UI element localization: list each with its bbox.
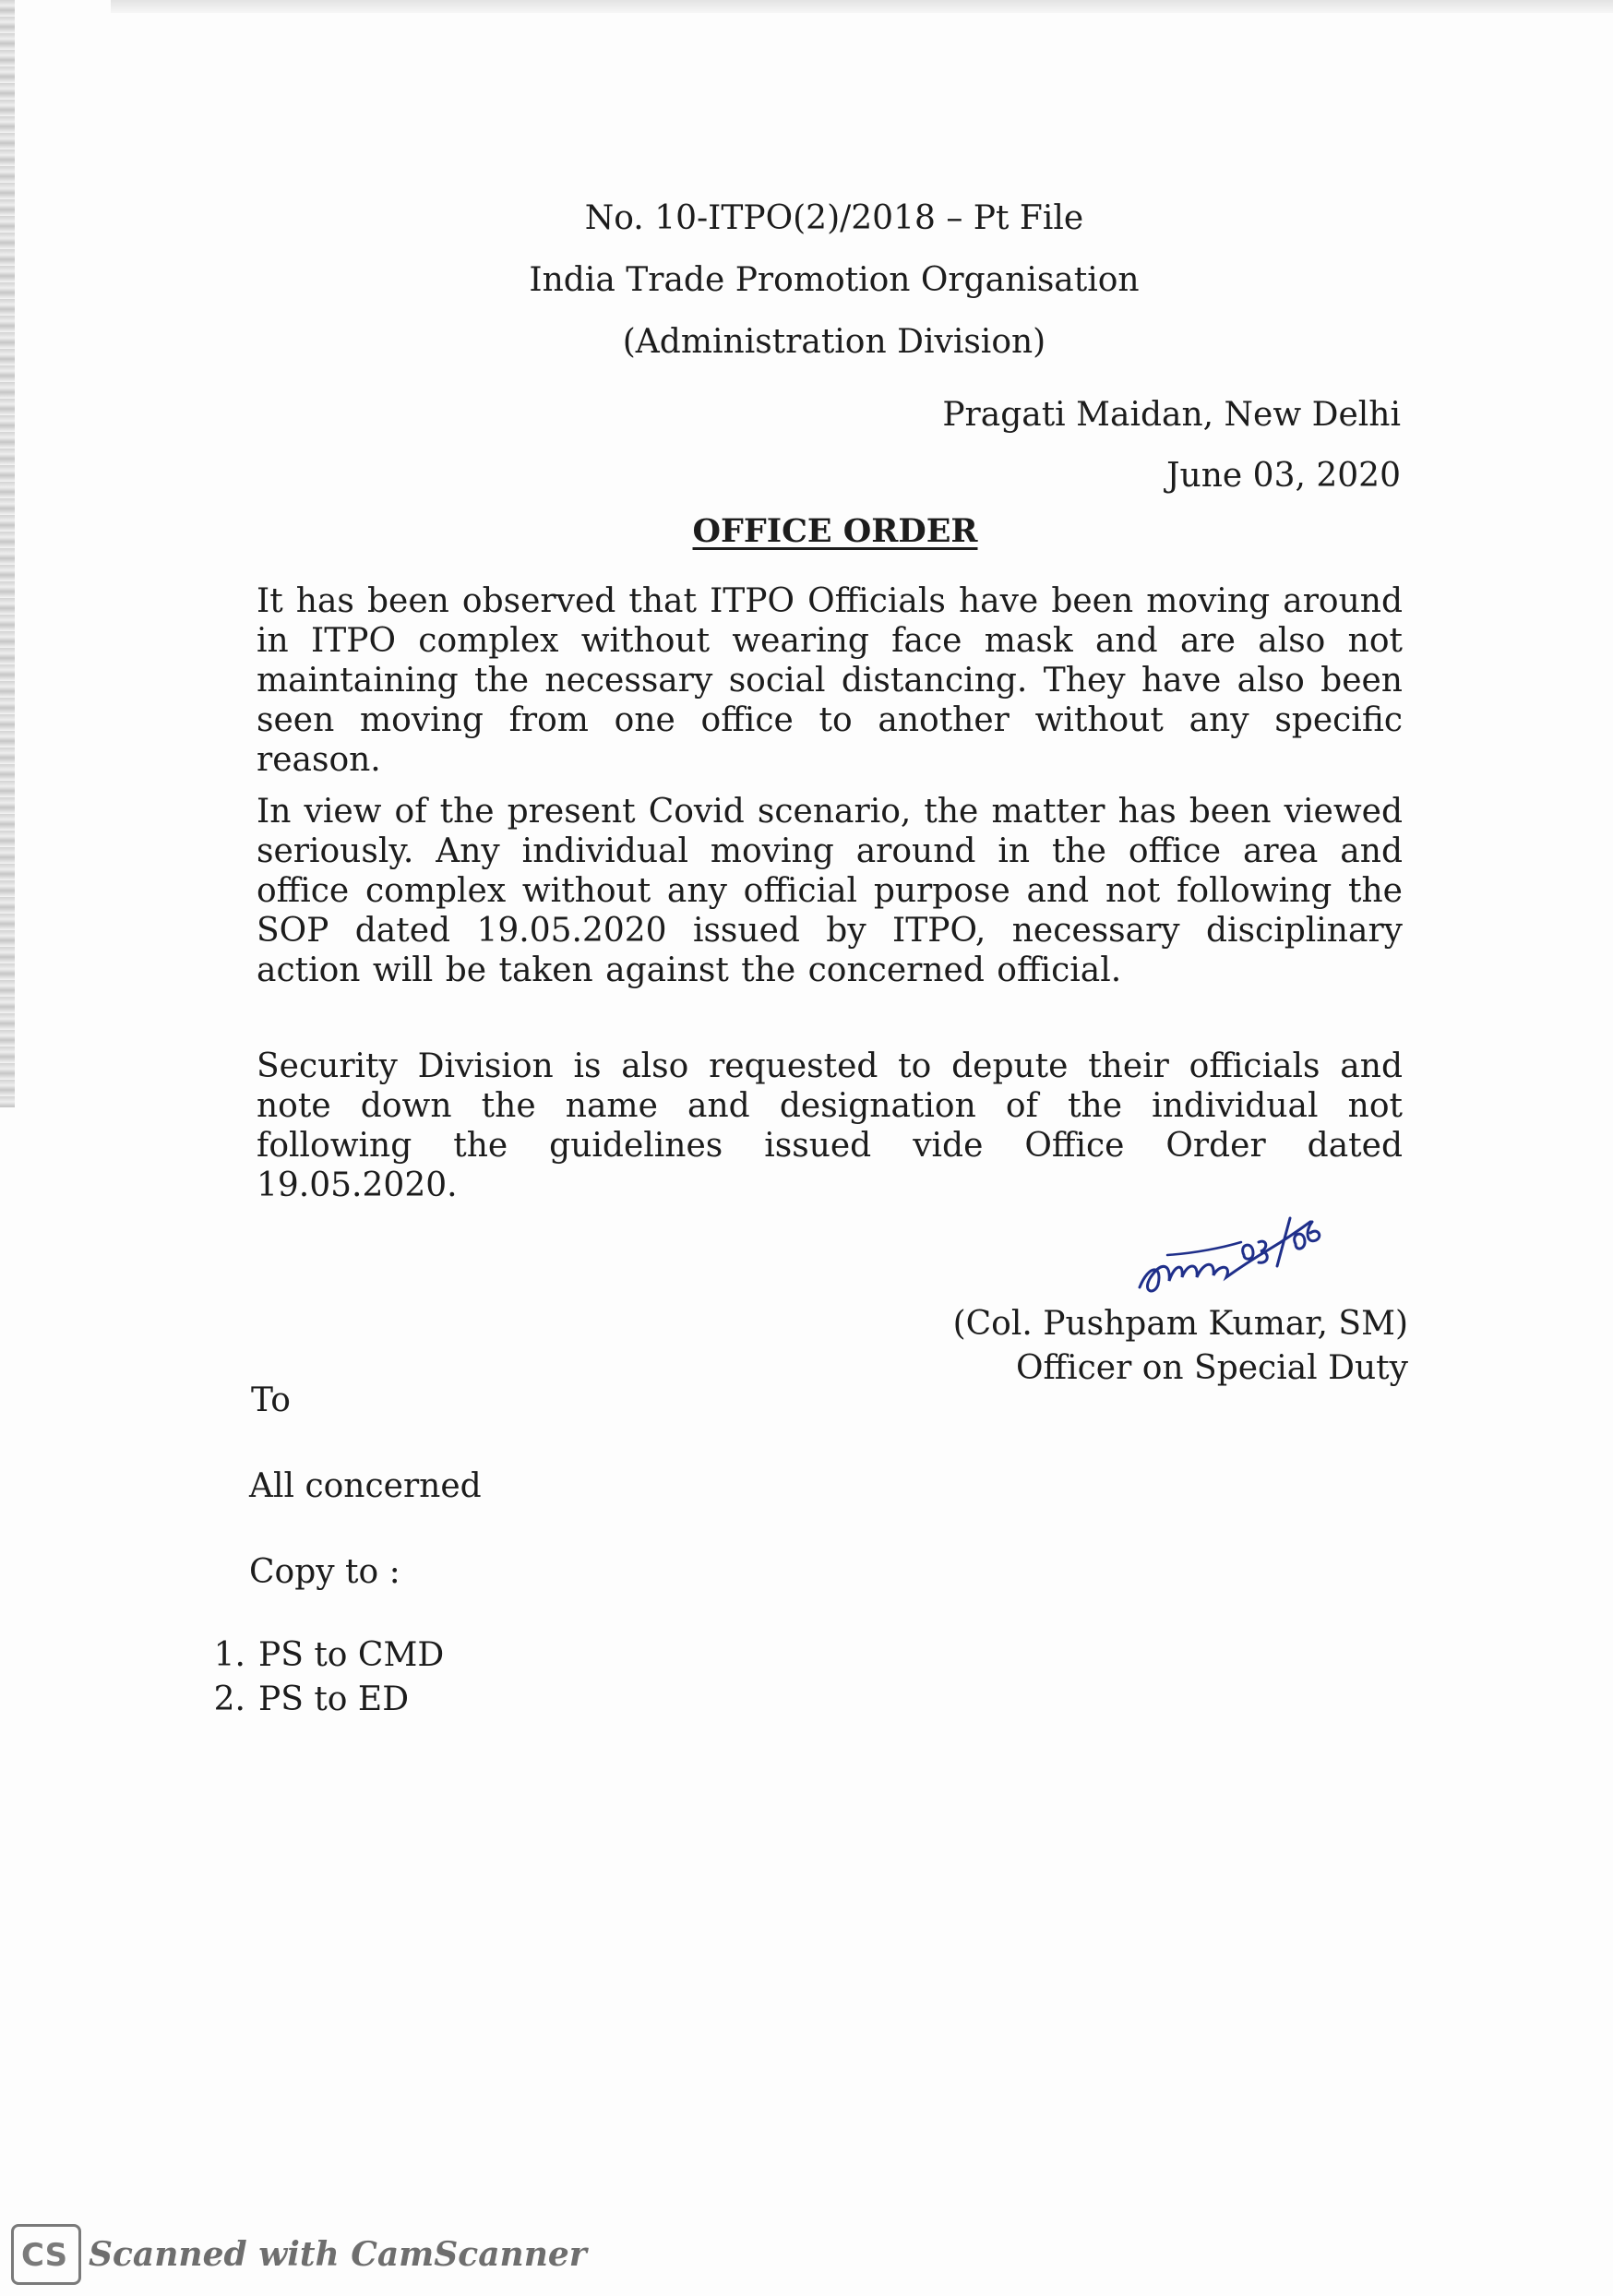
to-label: To [251,1381,291,1419]
list-number: 2. [213,1680,245,1718]
signatory-designation: Officer on Special Duty [1016,1349,1408,1387]
copy-to-item [196,1678,444,1722]
camscanner-logo-icon [11,2224,81,2285]
copy-to-label: Copy to : [249,1553,400,1591]
place: Pragati Maidan, New Delhi [942,396,1401,434]
scan-edge-left [0,0,15,1107]
svg-text:CS: CS [21,2237,68,2273]
cs-letters-icon [19,2236,73,2273]
body-paragraph-3: Security Division is also requested to depute their officials and note down the name and designation of the individual not following the guidelines issued vide Office Order dated 19.05.2020. [257,1047,1403,1204]
office-order-title: OFFICE ORDER [692,512,978,550]
scan-edge-top [111,0,1613,13]
list-text: PS to ED [258,1680,410,1718]
division-name: (Administration Division) [622,323,1046,361]
signatory-name: (Col. Pushpam Kumar, SM) [952,1305,1408,1343]
body-paragraph-1: It has been observed that ITPO Officials have been moving around in ITPO complex without wearing face mask and are also not maintaining the necessary social distancing. They have also been seen moving from one office to another without any specific reason. [257,582,1403,779]
organisation-name: India Trade Promotion Organisation [529,261,1140,299]
copy-to-item [196,1633,444,1678]
camscanner-text: Scanned with CamScanner [89,2235,587,2274]
body-paragraph-2: In view of the present Covid scenario, the matter has been viewed seriously. Any individual moving around in the office area and office complex without any official purpose and not following the SOP dated 19.05.2020 issued by ITPO, necessary disciplinary action will be taken against the concerned official. [257,793,1403,989]
to-value: All concerned [249,1467,482,1505]
handwritten-date [1237,1200,1329,1274]
list-number: 1. [213,1636,245,1674]
list-text: PS to CMD [258,1636,445,1674]
copy-to-list [196,1633,444,1722]
order-date: June 03, 2020 [1166,457,1401,495]
camscanner-watermark [11,2222,587,2287]
file-number: No. 10-ITPO(2)/2018 – Pt File [584,199,1084,237]
